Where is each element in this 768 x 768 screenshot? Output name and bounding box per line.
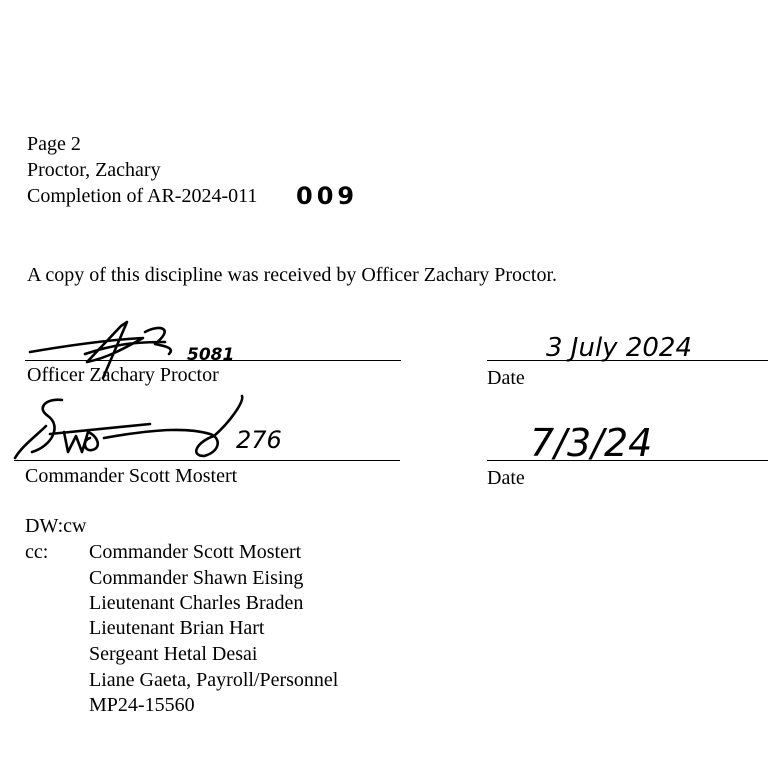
badge-number: 276	[236, 426, 282, 454]
badge-number: 5081	[187, 345, 235, 365]
signature-line	[14, 460, 400, 461]
signature-commander-mostert	[10, 392, 310, 468]
employee-name: Proctor, Zachary	[27, 159, 161, 181]
svg-text:7/3/24: 7/3/24	[530, 421, 653, 464]
signer-name: Officer Zachary Proctor	[27, 364, 219, 386]
page-number: Page 2	[27, 133, 81, 155]
cc-recipient: Commander Scott Mostert	[89, 541, 302, 563]
cc-recipient: Liane Gaeta, Payroll/Personnel	[89, 669, 339, 691]
receipt-statement: A copy of this discipline was received by Officer Zachary Proctor.	[27, 264, 558, 286]
svg-text:3 July 2024: 3 July 2024	[546, 333, 692, 363]
cc-label: cc:	[25, 541, 49, 563]
date-line	[487, 460, 768, 461]
cc-recipient: Lieutenant Brian Hart	[89, 617, 265, 639]
svg-text:009: 009	[296, 182, 359, 210]
cc-recipient: Commander Shawn Eising	[89, 567, 304, 589]
signature-line	[25, 360, 401, 361]
handwritten-date	[520, 414, 670, 464]
date-label: Date	[487, 367, 525, 389]
cc-recipient: MP24-15560	[89, 694, 195, 716]
signer-name: Commander Scott Mostert	[25, 465, 238, 487]
date-label: Date	[487, 467, 525, 489]
subject-line: Completion of AR-2024-011	[27, 185, 258, 207]
typist-initials: DW:cw	[25, 515, 87, 537]
handwritten-number	[292, 180, 362, 212]
date-line	[487, 360, 768, 361]
cc-recipient: Lieutenant Charles Braden	[89, 592, 304, 614]
cc-recipient: Sergeant Hetal Desai	[89, 643, 258, 665]
